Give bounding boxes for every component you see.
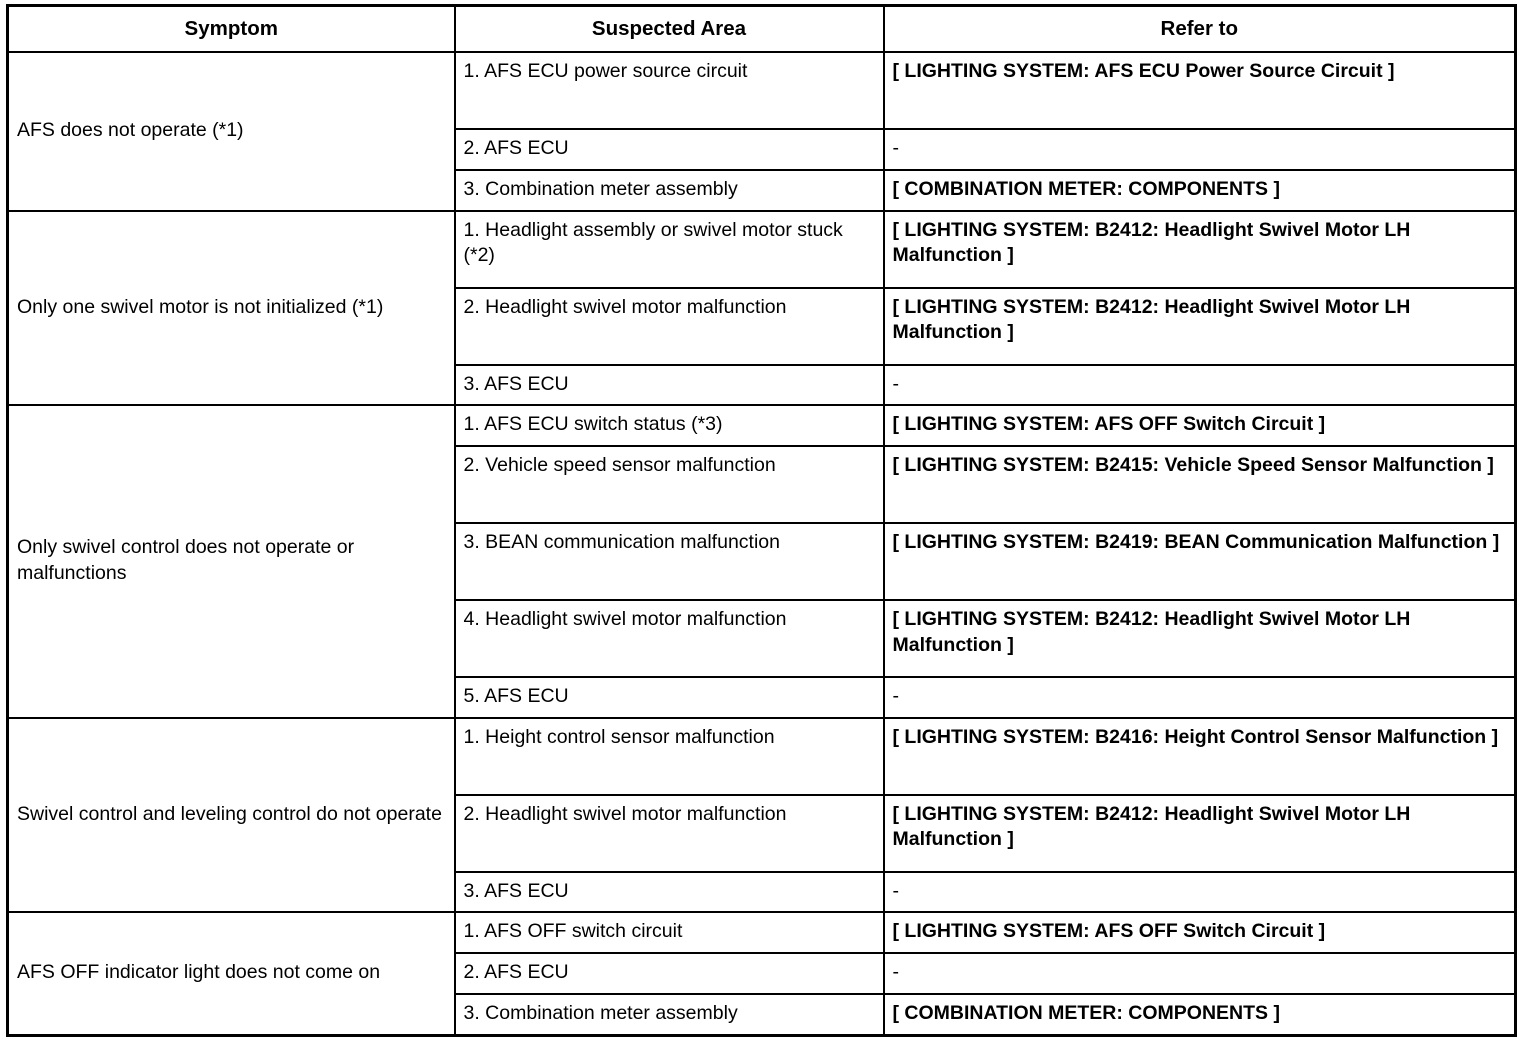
refer-to-cell: [ LIGHTING SYSTEM: B2412: Headlight Swivel Motor LH Malfunction ] bbox=[884, 600, 1516, 677]
suspected-area-cell: 2. AFS ECU bbox=[455, 129, 884, 170]
suspected-area-cell: 2. Headlight swivel motor malfunction bbox=[455, 288, 884, 365]
suspected-area-cell: 3. AFS ECU bbox=[455, 365, 884, 406]
suspected-area-cell: 1. AFS ECU switch status (*3) bbox=[455, 405, 884, 446]
refer-to-cell: - bbox=[884, 872, 1516, 913]
suspected-area-cell: 1. AFS OFF switch circuit bbox=[455, 912, 884, 953]
table-row bbox=[8, 52, 1516, 129]
refer-to-cell: [ LIGHTING SYSTEM: AFS OFF Switch Circuit ] bbox=[884, 405, 1516, 446]
suspected-area-cell: 3. AFS ECU bbox=[455, 872, 884, 913]
column-header-refer-to: Refer to bbox=[884, 6, 1516, 53]
refer-to-cell: - bbox=[884, 953, 1516, 994]
refer-to-cell: - bbox=[884, 677, 1516, 718]
suspected-area-cell: 2. Headlight swivel motor malfunction bbox=[455, 795, 884, 872]
suspected-area-cell: 4. Headlight swivel motor malfunction bbox=[455, 600, 884, 677]
table-row bbox=[8, 405, 1516, 446]
table-row bbox=[8, 211, 1516, 288]
refer-to-cell: - bbox=[884, 365, 1516, 406]
refer-to-cell: [ LIGHTING SYSTEM: B2419: BEAN Communication Malfunction ] bbox=[884, 523, 1516, 600]
suspected-area-cell: 3. Combination meter assembly bbox=[455, 994, 884, 1035]
symptom-cell: Only swivel control does not operate or malfunctions bbox=[8, 405, 455, 717]
refer-to-cell: [ LIGHTING SYSTEM: B2412: Headlight Swivel Motor LH Malfunction ] bbox=[884, 288, 1516, 365]
refer-to-cell: - bbox=[884, 129, 1516, 170]
refer-to-cell: [ LIGHTING SYSTEM: AFS OFF Switch Circuit ] bbox=[884, 912, 1516, 953]
table-header bbox=[8, 6, 1516, 53]
suspected-area-cell: 2. Vehicle speed sensor malfunction bbox=[455, 446, 884, 523]
suspected-area-cell: 1. AFS ECU power source circuit bbox=[455, 52, 884, 129]
suspected-area-cell: 3. Combination meter assembly bbox=[455, 170, 884, 211]
refer-to-cell: [ LIGHTING SYSTEM: AFS ECU Power Source Circuit ] bbox=[884, 52, 1516, 129]
refer-to-cell: [ LIGHTING SYSTEM: B2412: Headlight Swivel Motor LH Malfunction ] bbox=[884, 795, 1516, 872]
table-row bbox=[8, 912, 1516, 953]
suspected-area-cell: 1. Height control sensor malfunction bbox=[455, 718, 884, 795]
refer-to-cell: [ LIGHTING SYSTEM: B2415: Vehicle Speed Sensor Malfunction ] bbox=[884, 446, 1516, 523]
suspected-area-cell: 3. BEAN communication malfunction bbox=[455, 523, 884, 600]
column-header-symptom: Symptom bbox=[8, 6, 455, 53]
refer-to-cell: [ LIGHTING SYSTEM: B2412: Headlight Swivel Motor LH Malfunction ] bbox=[884, 211, 1516, 288]
symptom-diagnosis-table bbox=[6, 4, 1517, 1037]
suspected-area-cell: 2. AFS ECU bbox=[455, 953, 884, 994]
symptom-cell: AFS does not operate (*1) bbox=[8, 52, 455, 210]
table-row bbox=[8, 718, 1516, 795]
symptom-cell: Only one swivel motor is not initialized (*1) bbox=[8, 211, 455, 406]
refer-to-cell: [ COMBINATION METER: COMPONENTS ] bbox=[884, 994, 1516, 1035]
refer-to-cell: [ LIGHTING SYSTEM: B2416: Height Control Sensor Malfunction ] bbox=[884, 718, 1516, 795]
table-header-row bbox=[8, 6, 1516, 53]
suspected-area-cell: 1. Headlight assembly or swivel motor stuck (*2) bbox=[455, 211, 884, 288]
refer-to-cell: [ COMBINATION METER: COMPONENTS ] bbox=[884, 170, 1516, 211]
symptom-cell: AFS OFF indicator light does not come on bbox=[8, 912, 455, 1035]
column-header-suspected-area: Suspected Area bbox=[455, 6, 884, 53]
suspected-area-cell: 5. AFS ECU bbox=[455, 677, 884, 718]
table-body bbox=[8, 52, 1516, 1035]
symptom-cell: Swivel control and leveling control do not operate bbox=[8, 718, 455, 913]
